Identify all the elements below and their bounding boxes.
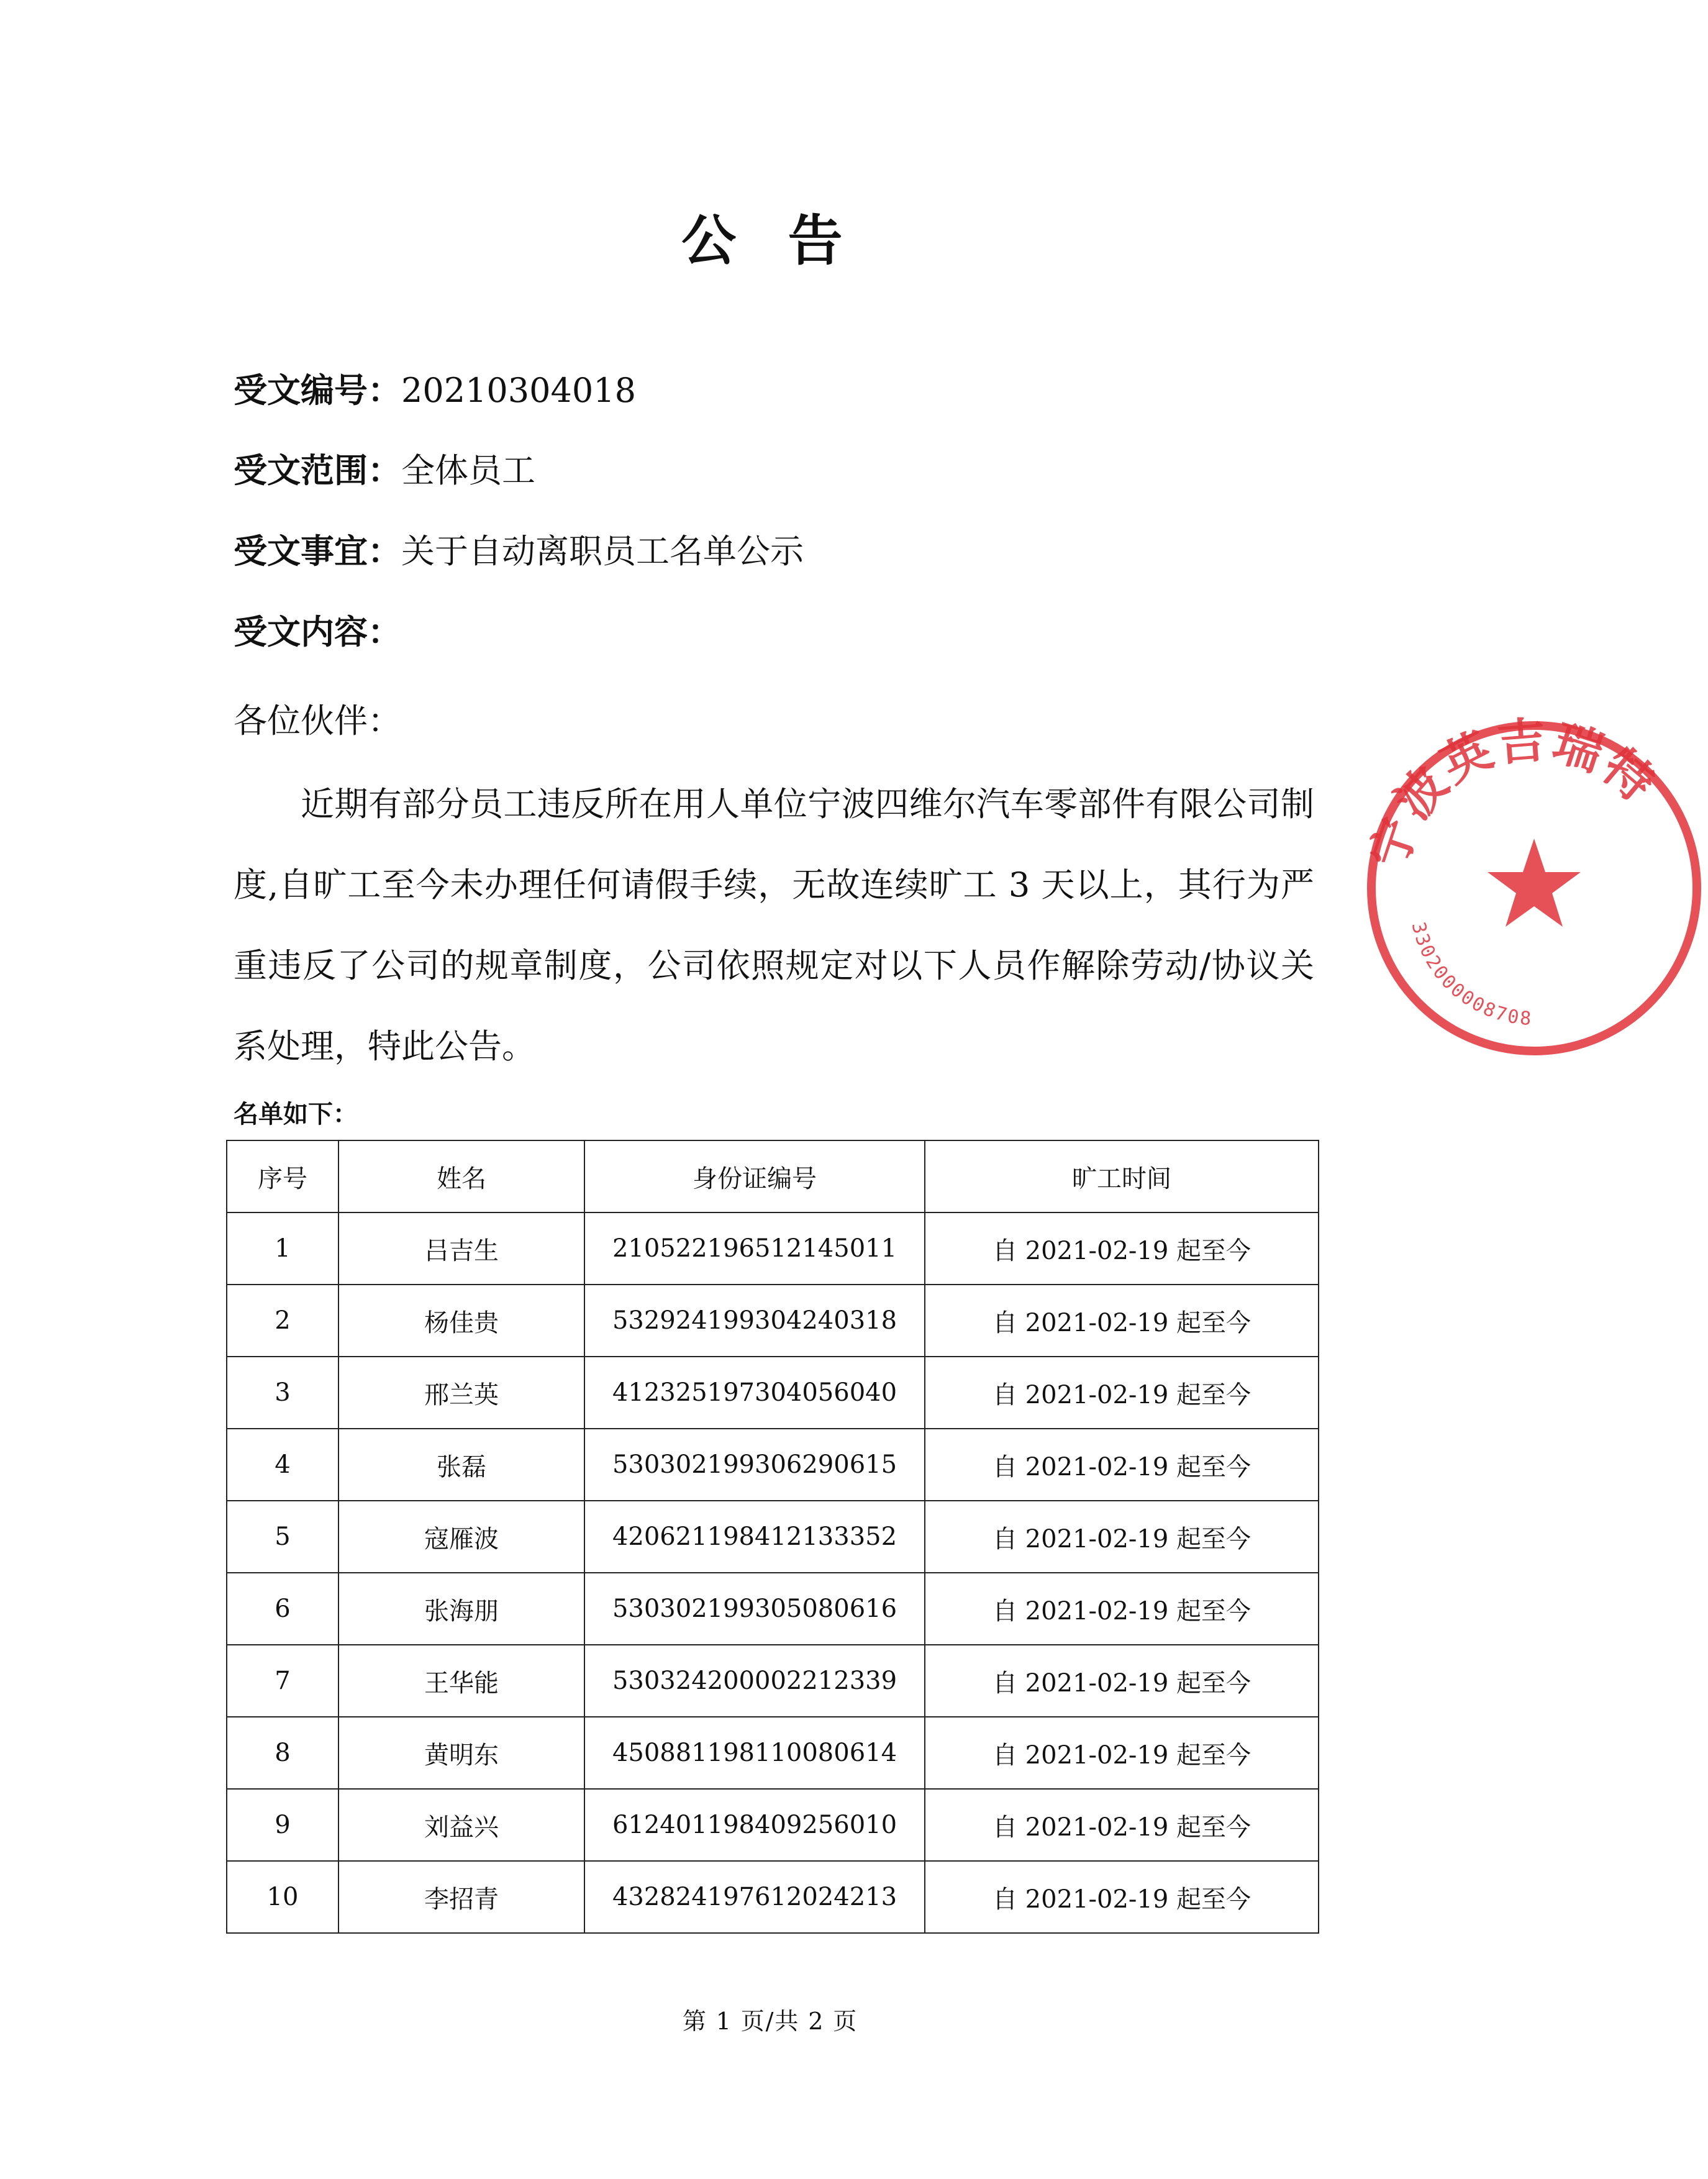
cell-absence-period: 自 2021-02-19 起至今 [925,1789,1319,1861]
table-row [227,1861,1319,1933]
cell-name: 黄明东 [338,1717,584,1789]
scope-label: 受文范围： [234,451,401,490]
cell-absence-period: 自 2021-02-19 起至今 [925,1501,1319,1573]
cell-index: 6 [227,1573,338,1645]
cell-absence-period: 自 2021-02-19 起至今 [925,1429,1319,1501]
cell-absence-period: 自 2021-02-19 起至今 [925,1861,1319,1933]
cell-id-number: 530324200002212339 [584,1645,925,1717]
table-row [227,1573,1319,1645]
cell-index: 2 [227,1285,338,1357]
cell-index: 4 [227,1429,338,1501]
cell-name: 吕吉生 [338,1212,584,1285]
seal-stamp-icon [1360,714,1708,1062]
cell-name: 刘益兴 [338,1789,584,1861]
header-id-number: 身份证编号 [584,1140,925,1212]
cell-absence-period: 自 2021-02-19 起至今 [925,1357,1319,1429]
table-row [227,1357,1319,1429]
cell-id-number: 530302199306290615 [584,1429,925,1501]
header-absence-period: 旷工时间 [925,1140,1319,1212]
cell-id-number: 530302199305080616 [584,1573,925,1645]
cell-index: 9 [227,1789,338,1861]
cell-index: 1 [227,1212,338,1285]
cell-absence-period: 自 2021-02-19 起至今 [925,1717,1319,1789]
subject-field [234,532,804,571]
cell-absence-period: 自 2021-02-19 起至今 [925,1645,1319,1717]
cell-name: 王华能 [338,1645,584,1717]
cell-name: 杨佳贵 [338,1285,584,1357]
cell-id-number: 412325197304056040 [584,1357,925,1429]
header-name: 姓名 [338,1140,584,1212]
cell-id-number: 420621198412133352 [584,1501,925,1573]
cell-index: 10 [227,1861,338,1933]
scope-field [234,451,535,490]
scope-value: 全体员工 [401,451,535,490]
content-field [234,612,401,652]
cell-absence-period: 自 2021-02-19 起至今 [925,1285,1319,1357]
cell-name: 寇雁波 [338,1501,584,1573]
employee-table [226,1140,1319,1934]
company-seal [1360,714,1667,1062]
cell-id-number: 612401198409256010 [584,1789,925,1861]
cell-id-number: 210522196512145011 [584,1212,925,1285]
table-header-row [227,1140,1319,1212]
seal-text: 宁波英吉瑞特 [1360,714,1667,875]
doc-number-value: 20210304018 [401,371,636,410]
subject-label: 受文事宜： [234,532,401,571]
cell-index: 8 [227,1717,338,1789]
cell-id-number: 450881198110080614 [584,1717,925,1789]
table-row [227,1645,1319,1717]
cell-absence-period: 自 2021-02-19 起至今 [925,1573,1319,1645]
cell-index: 5 [227,1501,338,1573]
cell-name: 李招青 [338,1861,584,1933]
doc-number-label: 受文编号： [234,371,401,410]
cell-name: 张海朋 [338,1573,584,1645]
cell-id-number: 432824197612024213 [584,1861,925,1933]
svg-text:宁波英吉瑞特 [1360,714,1666,875]
cell-name: 邢兰英 [338,1357,584,1429]
subject-value: 关于自动离职员工名单公示 [401,532,804,571]
page-title: 公 告 [681,209,859,273]
table-row [227,1285,1319,1357]
cell-index: 3 [227,1357,338,1429]
table-row [227,1789,1319,1861]
table-row [227,1212,1319,1285]
content-label: 受文内容： [234,612,401,652]
table-row [227,1717,1319,1789]
doc-number-field [234,371,636,410]
cell-name: 张磊 [338,1429,584,1501]
cell-index: 7 [227,1645,338,1717]
body-paragraph: 近期有部分员工违反所在用人单位宁波四维尔汽车零部件有限公司制度,自旷工至今未办理任何请假手续，无故连续旷工 3 天以上，其行为严重违反了公司的规章制度，公司依照规定对以下人员作解除劳动/协议关系处理，特此公告。 [234,785,1314,1066]
cell-id-number: 532924199304240318 [584,1285,925,1357]
greeting: 各位伙伴： [234,701,401,740]
cell-absence-period: 自 2021-02-19 起至今 [925,1212,1319,1285]
seal-number: 3302000008708 [1407,920,1534,1030]
list-title: 名单如下： [234,1100,358,1129]
table-row [227,1429,1319,1501]
table-row [227,1501,1319,1573]
header-index: 序号 [227,1140,338,1212]
page-footer: 第 1 页/共 2 页 [682,2008,858,2035]
